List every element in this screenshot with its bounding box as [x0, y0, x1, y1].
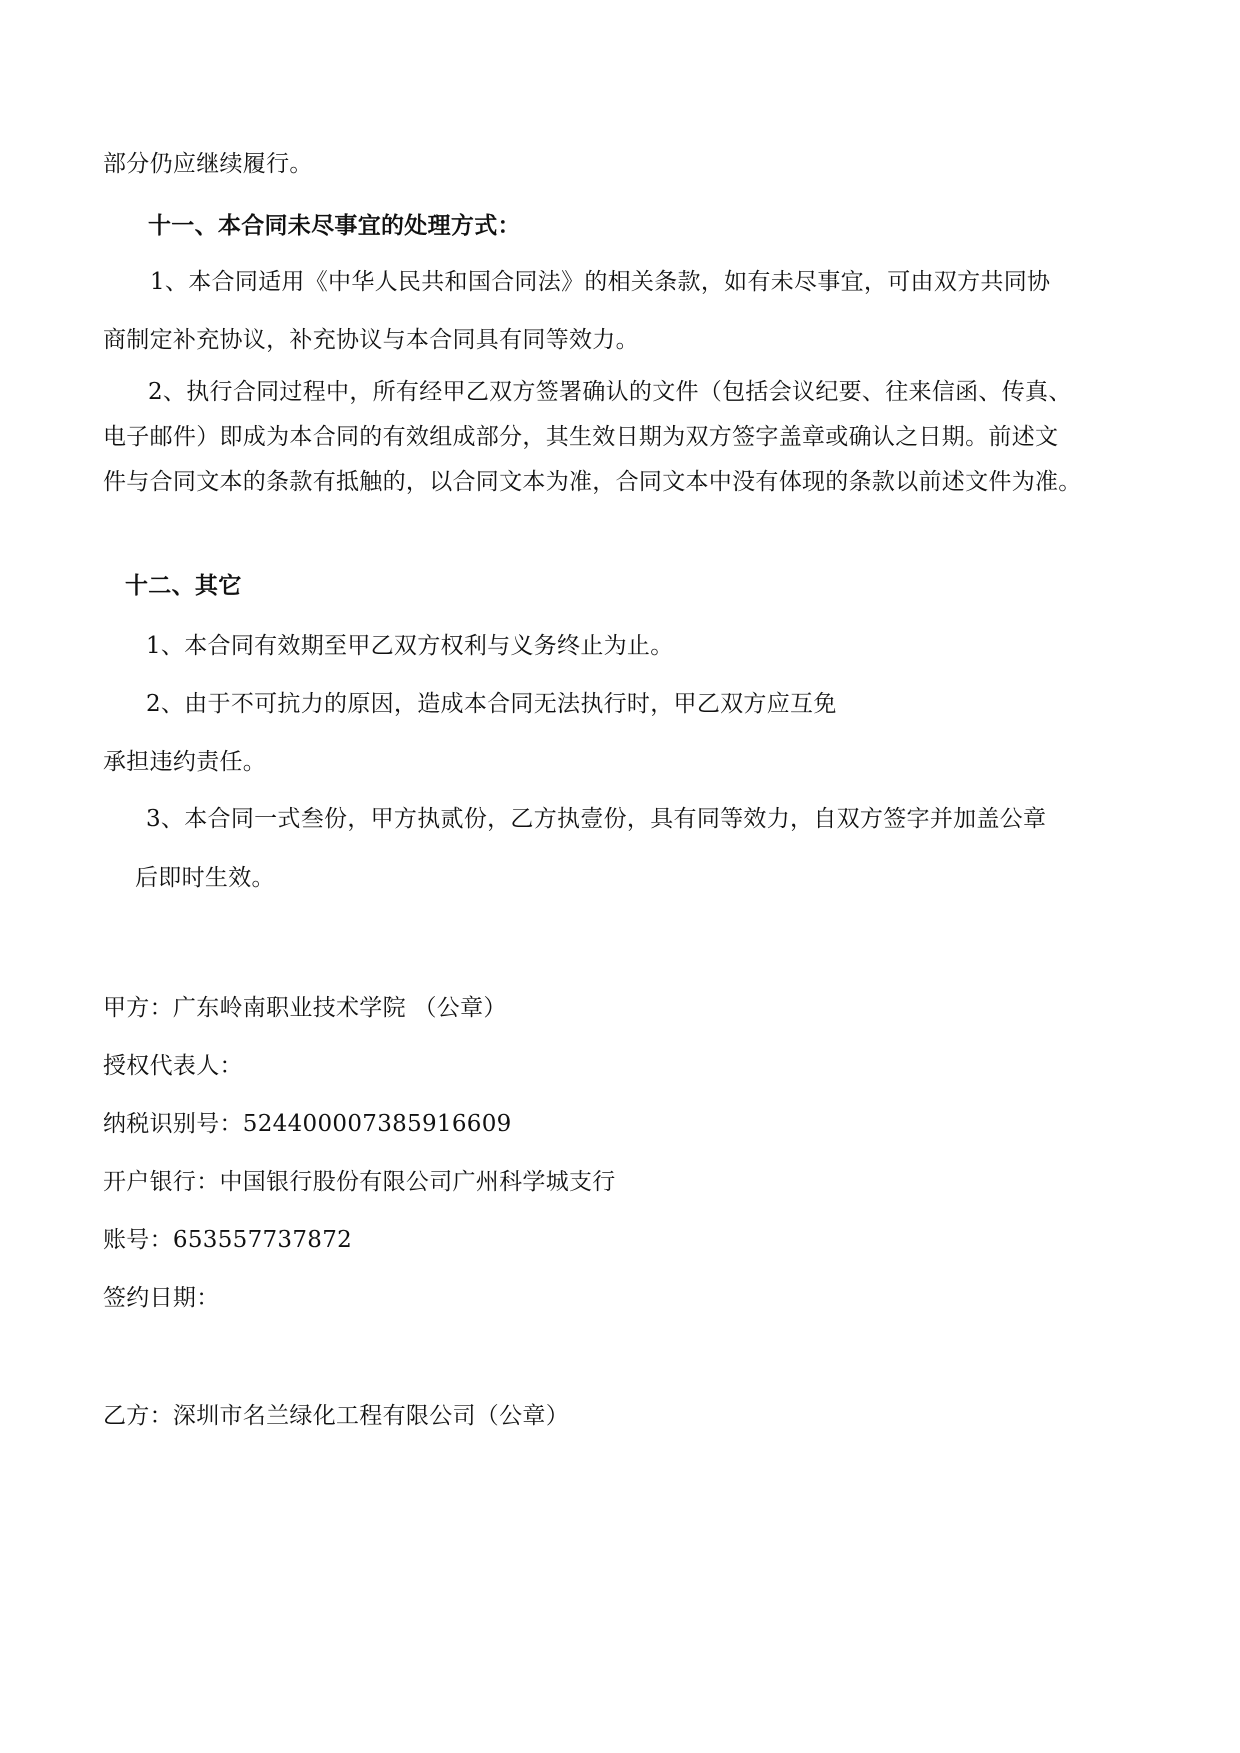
section-11-heading: 十一、本合同未尽事宜的处理方式： — [148, 212, 521, 239]
section-11-para-2-line-1: 2、执行合同过程中，所有经甲乙双方签署确认的文件（包括会议纪要、往来信函、传真、 — [148, 379, 1072, 405]
party-a-representative: 授权代表人： — [103, 1053, 243, 1079]
party-a-name: 甲方：广东岭南职业技术学院 （公章） — [103, 995, 507, 1021]
party-a-account: 账号：653557737872 — [103, 1227, 353, 1253]
section-11-para-2-line-3: 件与合同文本的条款有抵触的，以合同文本为准，合同文本中没有体现的条款以前述文件为准。 — [103, 469, 1082, 495]
section-12-heading: 十二、其它 — [125, 572, 242, 599]
party-a-bank: 开户银行：中国银行股份有限公司广州科学城支行 — [103, 1169, 616, 1195]
party-a-tax-id: 纳税识别号：524400007385916609 — [103, 1111, 512, 1137]
section-11-para-1-line-1: 1、本合同适用《中华人民共和国合同法》的相关条款，如有未尽事宜，可由双方共同协 — [150, 269, 1051, 295]
section-12-item-2-line-1: 2、由于不可抗力的原因，造成本合同无法执行时，甲乙双方应互免 — [146, 691, 837, 717]
section-12-item-1: 1、本合同有效期至甲乙双方权利与义务终止为止。 — [146, 633, 674, 659]
section-11-para-2-line-2: 电子邮件）即成为本合同的有效组成部分，其生效日期为双方签字盖章或确认之日期。前述文 — [103, 424, 1059, 450]
continuation-text: 部分仍应继续履行。 — [103, 151, 313, 177]
section-12-item-3-line-1: 3、本合同一式叁份，甲方执贰份，乙方执壹份，具有同等效力，自双方签字并加盖公章 — [146, 806, 1047, 832]
section-11-para-1-line-2: 商制定补充协议，补充协议与本合同具有同等效力。 — [103, 327, 639, 353]
section-12-item-3-line-2: 后即时生效。 — [135, 865, 275, 891]
party-a-sign-date: 签约日期： — [103, 1285, 220, 1311]
party-b-name: 乙方：深圳市名兰绿化工程有限公司（公章） — [103, 1403, 569, 1429]
section-12-item-2-line-2: 承担违约责任。 — [103, 749, 267, 775]
